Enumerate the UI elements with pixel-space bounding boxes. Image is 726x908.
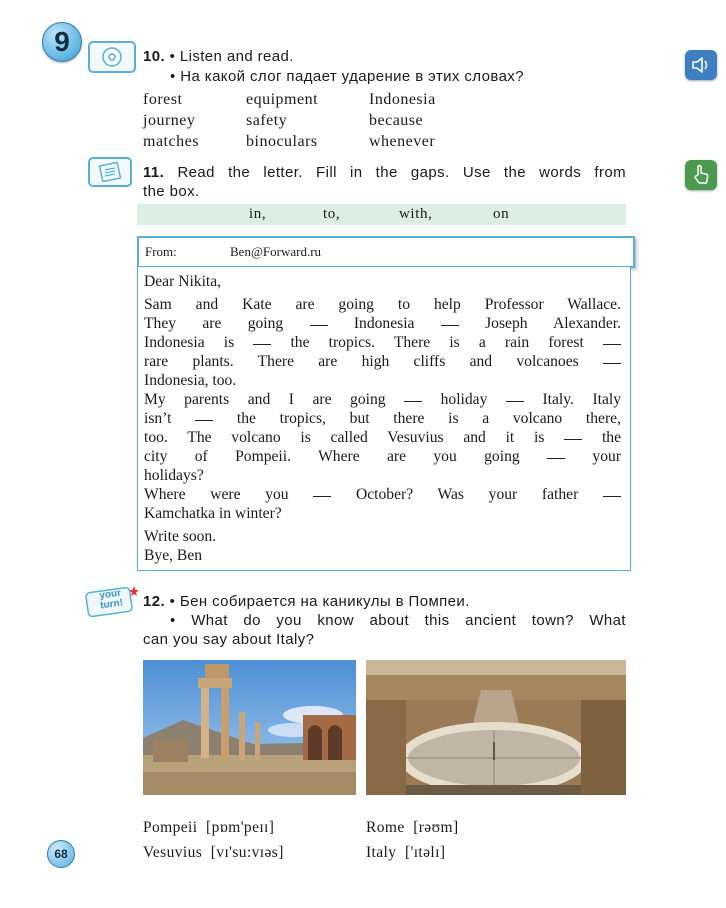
hand-pointer-icon xyxy=(692,164,710,186)
letter-line: isn’t the tropics, but there is a volcano there, xyxy=(144,410,621,427)
ex10-instruction-1: 10. • Listen and read. xyxy=(143,48,294,65)
box-word: to, xyxy=(323,206,341,222)
unit-number-badge: 9 xyxy=(42,22,82,62)
letter-line: Sam and Kate are going to help Professor Wallace. xyxy=(144,296,621,313)
gap-blank xyxy=(603,496,621,497)
from-label: From: xyxy=(145,244,177,259)
glossary-entry xyxy=(143,844,284,862)
glossary-ipa: ['ɪtəlɪ] xyxy=(404,844,446,861)
word: forest xyxy=(143,91,183,108)
gap-blank xyxy=(547,458,565,459)
letter-line: Indonesia is the tropics. There is a rain forest xyxy=(144,333,621,352)
gap-blank xyxy=(603,363,621,364)
word: whenever xyxy=(369,133,436,150)
word: matches xyxy=(143,133,199,150)
box-word: on xyxy=(493,206,510,222)
word-row xyxy=(143,131,436,152)
gap-blank xyxy=(564,439,582,440)
gap-blank xyxy=(506,401,524,402)
your-turn-badge xyxy=(84,584,136,616)
speaker-icon xyxy=(691,56,711,74)
letter-line: rare plants. There are high cliffs and volcanoes xyxy=(144,352,621,371)
letter-line: My parents and I are going holiday Italy. Italy xyxy=(144,391,622,408)
glossary-ipa: [pɒm'peɪɪ] xyxy=(206,819,275,836)
word: Indonesia xyxy=(369,91,436,108)
letter-text xyxy=(144,272,621,565)
letter-line: holidays? xyxy=(144,467,204,484)
letter-closing: Write soon. xyxy=(144,528,217,545)
ex10-number: 10. xyxy=(143,48,166,65)
gap-blank xyxy=(253,344,271,345)
letter-line: Indonesia, too. xyxy=(144,372,237,389)
glossary-ipa: [rəʊm] xyxy=(413,819,459,836)
ex12-instruction-3: can you say about Italy? xyxy=(143,631,315,648)
ex11-number: 11. xyxy=(143,164,165,181)
from-address: Ben@Forward.ru xyxy=(230,244,322,259)
letter-line: They are going Indonesia Joseph Alexander. xyxy=(144,315,621,332)
gap-blank xyxy=(195,420,213,421)
letter-greeting: Dear Nikita, xyxy=(144,273,222,290)
word-row xyxy=(143,89,436,110)
notebook-icon xyxy=(88,157,132,187)
cd-audio-icon xyxy=(88,41,136,73)
glossary-word: Rome xyxy=(366,819,405,836)
word: equipment xyxy=(246,91,319,108)
word: safety xyxy=(246,112,288,129)
ex11-instruction-1 xyxy=(143,163,626,182)
ex12-instruction-1: 12. • Бен собирается на каникулы в Помпеи. xyxy=(143,593,470,610)
glossary-entry xyxy=(366,844,445,862)
gap-blank xyxy=(313,496,331,497)
word-box xyxy=(137,204,626,225)
page-number: 68 xyxy=(47,840,75,868)
glossary-word: Pompeii xyxy=(143,819,198,836)
word-row xyxy=(143,110,436,131)
glossary-entry xyxy=(366,819,459,837)
ex11-instruction-2: the box. xyxy=(143,183,200,200)
audio-play-button[interactable] xyxy=(685,50,717,80)
letter-line: Kamchatka in winter? xyxy=(144,505,282,522)
email-from-bar xyxy=(137,236,635,268)
word: binoculars xyxy=(246,133,318,150)
gap-blank xyxy=(310,325,328,326)
gap-blank xyxy=(441,325,459,326)
ex10-word-list xyxy=(143,89,436,152)
glossary-word: Italy xyxy=(366,844,397,861)
letter-line: Where were you October? Was your father xyxy=(144,485,621,504)
glossary-entry xyxy=(143,819,274,837)
ex12-text-2: What do you know about this ancient town? What xyxy=(191,612,626,629)
ex10-text-1: Listen and read. xyxy=(179,48,294,65)
glossary-ipa: [vɪ'su:vɪəs] xyxy=(210,844,284,861)
ex12-number: 12. xyxy=(143,593,166,610)
letter-body xyxy=(137,266,631,571)
letter-line: city of Pompeii. Where are you going your xyxy=(144,448,622,465)
glossary-word: Vesuvius xyxy=(143,844,203,861)
ex11-text-1: Read the letter. Fill in the gaps. Use the words from xyxy=(177,164,626,181)
your-turn-text: your turn! xyxy=(98,587,124,612)
gap-blank xyxy=(603,344,621,345)
letter-line: too. The volcano is called Vesuvius and it is the xyxy=(144,429,622,446)
ex12-instruction-2: • What do you know about this ancient town? What xyxy=(170,612,626,629)
ex10-text-2: На какой слог падает ударение в этих словах? xyxy=(180,68,524,85)
interactive-task-button[interactable] xyxy=(685,160,717,190)
word: journey xyxy=(143,112,196,129)
letter-signature: Bye, Ben xyxy=(144,547,203,564)
ex12-text-1: Бен собирается на каникулы в Помпеи. xyxy=(179,593,470,610)
box-word: with, xyxy=(399,206,433,222)
word: because xyxy=(369,112,424,129)
gap-blank xyxy=(404,401,422,402)
pompeii-photo xyxy=(143,660,356,795)
ex10-instruction-2: • На какой слог падает ударение в этих словах? xyxy=(170,68,524,85)
box-word: in, xyxy=(249,206,267,222)
rome-photo xyxy=(366,660,626,795)
